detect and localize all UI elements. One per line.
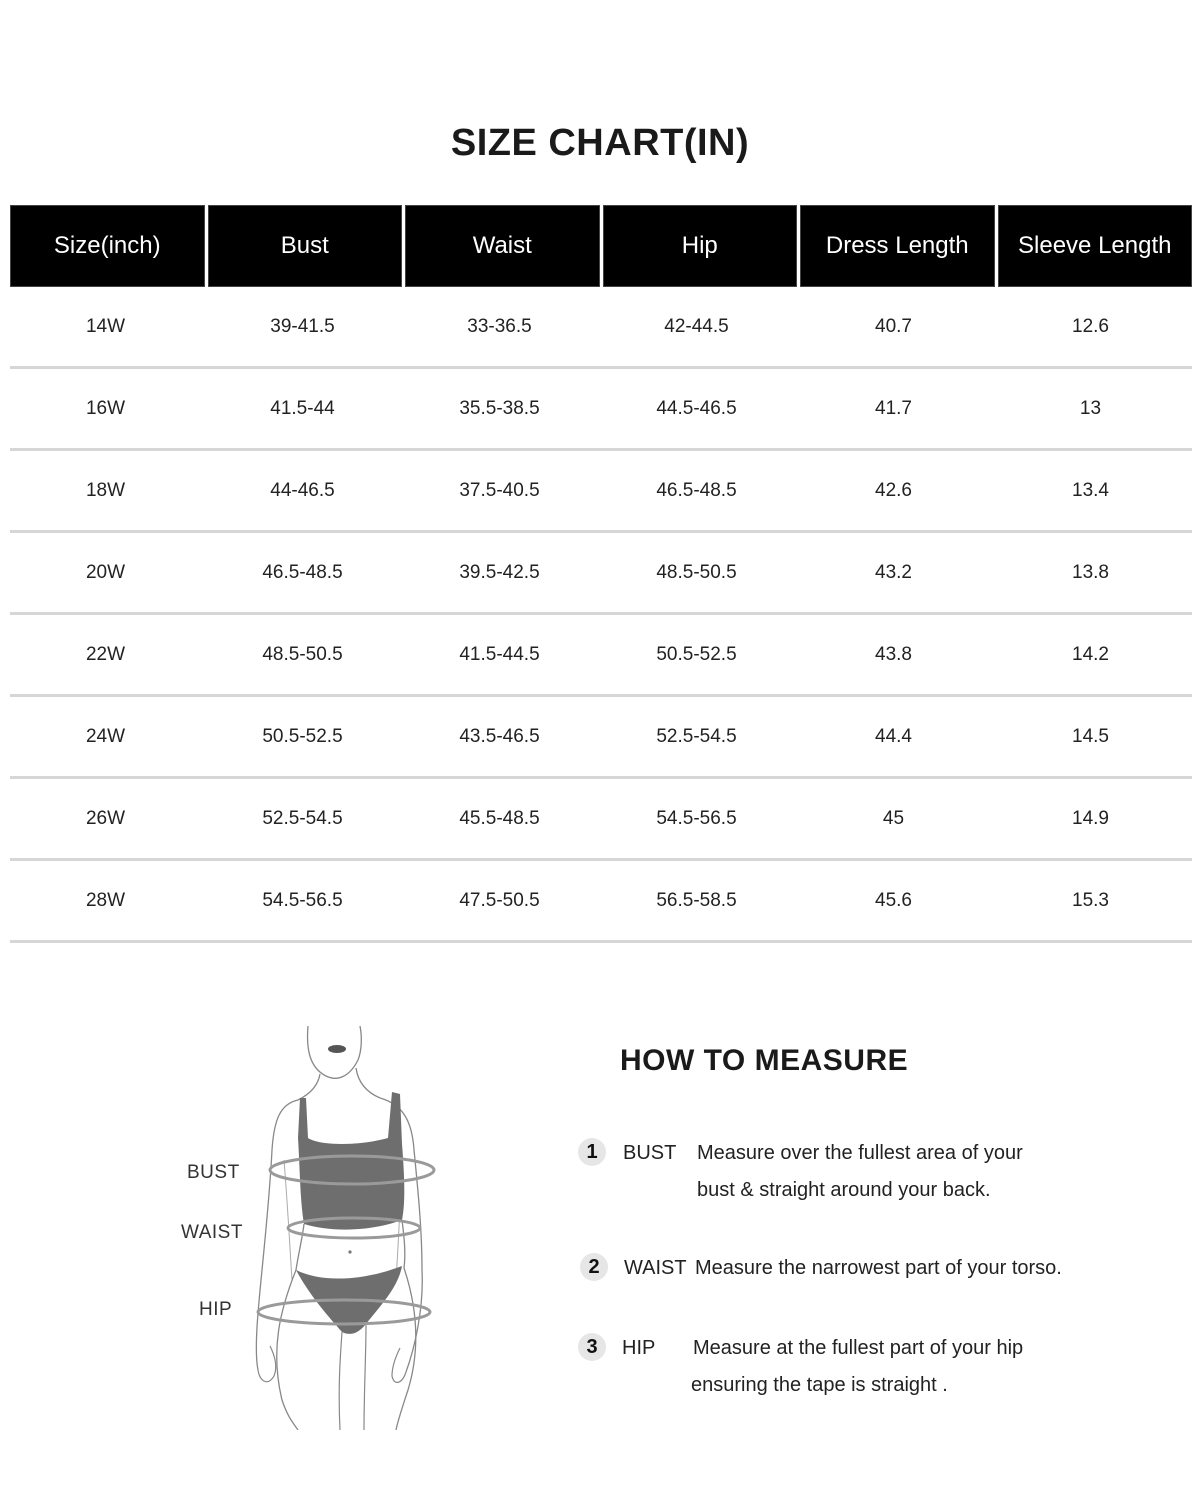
- measurement-cell: 42.6: [875, 479, 912, 501]
- how-to-measure-title: HOW TO MEASURE: [620, 1044, 909, 1077]
- size-cell: 26W: [85, 807, 126, 829]
- measurement-cell: 40.7: [875, 315, 912, 337]
- size-cell: 28W: [85, 889, 126, 911]
- step-text-line: Measure at the fullest part of your hip: [693, 1337, 1024, 1359]
- size-cell: 22W: [85, 643, 126, 665]
- measurement-cell: 41.5-44: [270, 397, 335, 419]
- header-cell: Hip: [603, 205, 798, 287]
- step-number-badge: 1: [578, 1138, 606, 1166]
- measurement-cell: 41.7: [875, 397, 912, 419]
- measurement-cell: 35.5-38.5: [459, 397, 540, 419]
- measurement-cell: 14.5: [1072, 725, 1109, 747]
- measurement-cell: 13.4: [1072, 479, 1109, 501]
- measurement-cell: 15.3: [1072, 889, 1109, 911]
- measurement-cell: 52.5-54.5: [656, 725, 737, 747]
- size-cell: 14W: [85, 315, 126, 337]
- size-cell: 18W: [85, 479, 126, 501]
- measurement-cell: 44-46.5: [270, 479, 335, 501]
- step-key: BUST: [623, 1142, 677, 1164]
- step-key: HIP: [622, 1337, 656, 1359]
- measurement-cell: 13.8: [1072, 561, 1109, 583]
- table-row: [10, 615, 1192, 697]
- table-row: [10, 451, 1192, 533]
- measurement-cell: 43.8: [875, 643, 912, 665]
- measurement-cell: 45: [882, 807, 905, 829]
- measurement-cell: 54.5-56.5: [262, 889, 343, 911]
- step-text-line: Measure over the fullest area of your: [697, 1142, 1023, 1164]
- measurement-cell: 43.2: [875, 561, 912, 583]
- figure-label-hip: HIP: [199, 1299, 233, 1320]
- measurement-cell: 12.6: [1072, 315, 1109, 337]
- step-key: WAIST: [624, 1257, 687, 1279]
- size-table-body: [10, 287, 1192, 943]
- measurement-cell: 45.5-48.5: [459, 807, 540, 829]
- step-text-line: ensuring the tape is straight .: [691, 1374, 948, 1396]
- header-cell: Sleeve Length: [998, 205, 1193, 287]
- measurement-cell: 43.5-46.5: [459, 725, 540, 747]
- header-cell: Dress Length: [800, 205, 995, 287]
- table-row: [10, 697, 1192, 779]
- size-cell: 20W: [85, 561, 126, 583]
- table-header: [10, 205, 1192, 287]
- measurement-cell: 39.5-42.5: [459, 561, 540, 583]
- measurement-cell: 14.2: [1072, 643, 1109, 665]
- measurement-cell: 45.6: [875, 889, 912, 911]
- measurement-cell: 48.5-50.5: [262, 643, 343, 665]
- measurement-cell: 37.5-40.5: [459, 479, 540, 501]
- table-row: [10, 779, 1192, 861]
- size-cell: 16W: [85, 397, 126, 419]
- measurement-cell: 42-44.5: [664, 315, 729, 337]
- table-row: [10, 369, 1192, 451]
- table-row: [10, 861, 1192, 943]
- header-cell: Size(inch): [10, 205, 205, 287]
- table-row: [10, 533, 1192, 615]
- measurement-cell: 48.5-50.5: [656, 561, 737, 583]
- measurement-cell: 50.5-52.5: [262, 725, 343, 747]
- measurement-cell: 50.5-52.5: [656, 643, 737, 665]
- figure-label-bust: BUST: [187, 1162, 240, 1183]
- step-text-line: Measure the narrowest part of your torso.: [695, 1257, 1062, 1279]
- figure-label-waist: WAIST: [181, 1222, 243, 1243]
- measurement-cell: 47.5-50.5: [459, 889, 540, 911]
- measurement-cell: 41.5-44.5: [459, 643, 540, 665]
- measurement-cell: 39-41.5: [270, 315, 335, 337]
- measurement-cell: 52.5-54.5: [262, 807, 343, 829]
- step-number-badge: 2: [580, 1253, 608, 1281]
- header-cell: Waist: [405, 205, 600, 287]
- measurement-cell: 46.5-48.5: [656, 479, 737, 501]
- header-cell: Bust: [208, 205, 403, 287]
- measurement-cell: 44.4: [875, 725, 912, 747]
- size-cell: 24W: [85, 725, 126, 747]
- step-number-badge: 3: [578, 1333, 606, 1361]
- step-text-line: bust & straight around your back.: [697, 1179, 991, 1201]
- measurement-cell: 13: [1079, 397, 1102, 419]
- table-row: [10, 287, 1192, 369]
- measurement-cell: 54.5-56.5: [656, 807, 737, 829]
- measurement-cell: 56.5-58.5: [656, 889, 737, 911]
- measurement-cell: 14.9: [1072, 807, 1109, 829]
- measurement-cell: 46.5-48.5: [262, 561, 343, 583]
- page-title: SIZE CHART(IN): [450, 122, 750, 164]
- measurement-cell: 44.5-46.5: [656, 397, 737, 419]
- measurement-cell: 33-36.5: [467, 315, 532, 337]
